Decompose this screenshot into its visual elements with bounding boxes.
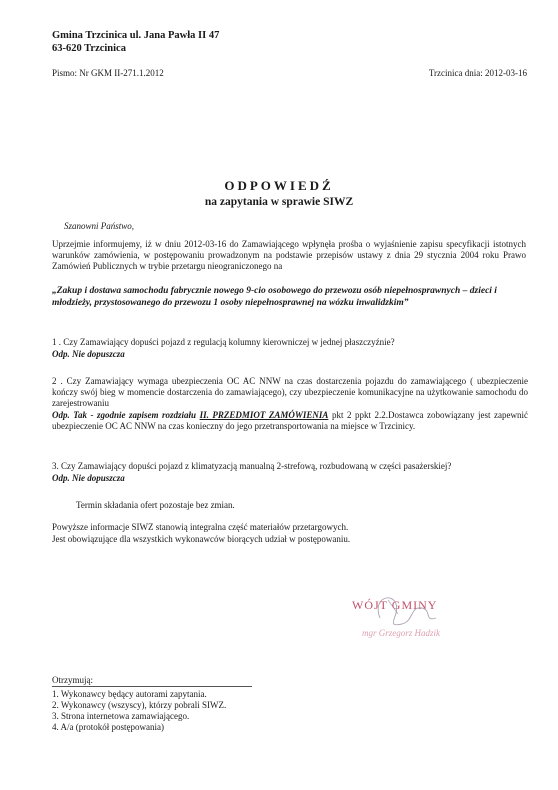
document-title: ODPOWIEDŹ xyxy=(224,178,334,193)
recipients-underline xyxy=(52,686,252,687)
recipient-item: 4. A/a (protokół postępowania) xyxy=(52,722,164,732)
answer-3: Odp. Nie dopuszcza xyxy=(52,473,125,483)
document-date: Trzcinica dnia: 2012-03-16 xyxy=(428,68,527,78)
answer-2-prefix: Odp. Tak - zgodnie zapisem rozdziału xyxy=(52,410,197,420)
sender-address-line1: Gmina Trzcinica ul. Jana Pawła II 47 xyxy=(52,30,220,41)
intro-paragraph: Uprzejmie informujemy, iż w dniu 2012-03-16 do Zamawiającego wpłynęła prośba o wyjaśnienie zapisu specyfikacji istotnych warunków zamówienia, w postępowaniu prowadzonym na podstawie przepisów ustawy z dnia 29 stycznia 2004 roku Prawo Zamówień Publicznych w trybie przetargu nieograniczonego na xyxy=(52,239,526,271)
question-1: 1 . Czy Zamawiający dopuści pojazd z regulacją kolumny kierowniczej w jednej płaszczyźnie? xyxy=(52,337,395,347)
answer-2-section-ref: II. PRZEDMIOT ZAMÓWIENIA xyxy=(199,410,329,420)
mayor-stamp-name: mgr Grzegorz Hadzik xyxy=(362,628,441,638)
mayor-stamp-title: WÓJT GMINY xyxy=(352,598,438,612)
handwritten-signature xyxy=(362,588,442,638)
procurement-subject: „Zakup i dostawa samochodu fabrycznie nowego 9-cio osobowego do przewozu osób niepełnosprawnych – dzieci i młodzieży, przystosowanego do przewozu 1 osoby niepełnosprawnej na wózku inwalidzkim” xyxy=(52,286,497,308)
answer-2-text: pkt 2 ppkt 2.2.Dostawca zobowiązany jest zapewnić ubezpieczenie OC AC NNW na czas konieczny do jego przetransportowania na miejsce w Trzcinicy. xyxy=(52,410,529,431)
recipient-item: 1. Wykonawcy będący autorami zapytania. xyxy=(52,689,207,699)
closing-line-1: Powyższe informacje SIWZ stanowią integralna część materiałów przetargowych. xyxy=(52,522,349,532)
question-3: 3. Czy Zamawiający dopuści pojazd z klimatyzacją manualną 2-strefową, rozbudowaną w części pasażerskiej? xyxy=(52,461,452,471)
recipient-item: 3. Strona internetowa zamawiającego. xyxy=(52,711,190,721)
document-subtitle: na zapytania w sprawie SIWZ xyxy=(204,196,354,208)
question-2: 2 . Czy Zamawiający wymaga ubezpieczenia OC AC NNW na czas dostarczenia pojazdu do zamawiającego ( ubezpieczenie kończy swój bieg w momencie dostarczenia do zamawiającego), czy ubezpieczenie komunikacyjne na użytkowanie samochodu do zarejestrowaniu xyxy=(52,376,528,408)
recipient-item: 2. Wykonawcy (wszyscy), którzy pobrali SIWZ. xyxy=(52,700,227,710)
answer-2 xyxy=(52,410,528,432)
sender-address-line2: 63-620 Trzcinica xyxy=(52,43,126,54)
recipients-label: Otrzymują: xyxy=(52,675,93,685)
answer-1: Odp. Nie dopuszcza xyxy=(52,349,125,359)
deadline-note: Termin składania ofert pozostaje bez zmian. xyxy=(76,500,235,510)
reference-number: Pismo: Nr GKM II-271.1.2012 xyxy=(52,68,164,78)
closing-line-2: Jest obowiązujące dla wszystkich wykonawców biorących udział w postępowaniu. xyxy=(52,534,351,544)
salutation: Szanowni Państwo, xyxy=(64,221,135,231)
